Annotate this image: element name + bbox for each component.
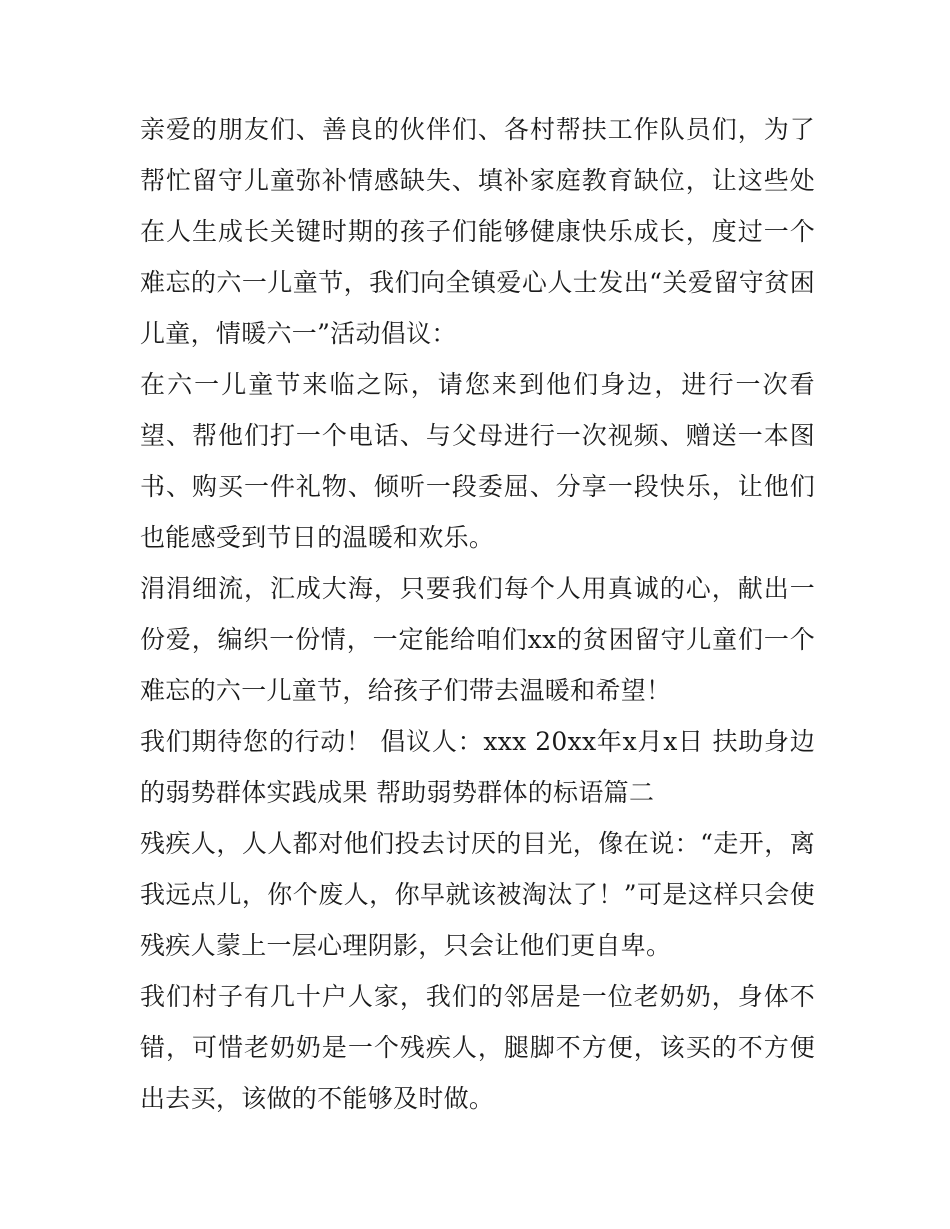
paragraph-3: 涓涓细流，汇成大海，只要我们每个人用真诚的心，献出一份爱，编织一份情，一定能给咱们xx的贫困留守儿童们一个难忘的六一儿童节，给孩子们带去温暖和希望！: [140, 574, 815, 705]
paragraph-1: 亲爱的朋友们、善良的伙伴们、各村帮扶工作队员们，为了帮忙留守儿童弥补情感缺失、填补家庭教育缺位，让这些处在人生成长关键时期的孩子们能够健康快乐成长，度过一个难忘的六一儿童节，我们向全镇爱心人士发出“关爱留守贫困儿童，情暖六一”活动倡议：: [140, 115, 815, 348]
paragraph-4: 我们期待您的行动！ 倡议人：xxx 20xx年x月x日 扶助身边的弱势群体实践成果 帮助弱势群体的标语篇二: [140, 727, 815, 807]
paragraph-5: 残疾人，人人都对他们投去讨厌的目光，像在说：“走开，离我远点儿，你个废人，你早就该被淘汰了！”可是这样只会使残疾人蒙上一层心理阴影，只会让他们更自卑。: [140, 829, 815, 960]
document-body: [140, 104, 815, 1124]
paragraph-2: 在六一儿童节来临之际，请您来到他们身边，进行一次看望、帮他们打一个电话、与父母进行一次视频、赠送一本图书、购买一件礼物、倾听一段委屈、分享一段快乐，让他们也能感受到节日的温暖和欢乐。: [140, 370, 815, 552]
paragraph-6: 我们村子有几十户人家，我们的邻居是一位老奶奶，身体不错，可惜老奶奶是一个残疾人，腿脚不方便，该买的不方便出去买，该做的不能够及时做。: [140, 982, 815, 1113]
